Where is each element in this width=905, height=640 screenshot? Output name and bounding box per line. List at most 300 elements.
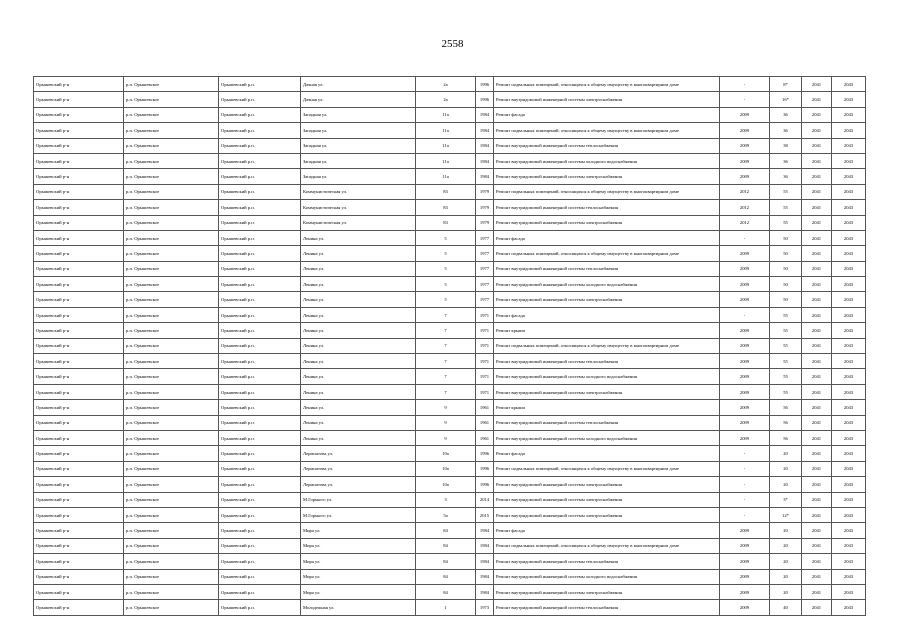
build-year-cell: 1973	[476, 600, 494, 615]
work-type-cell: Ремонт внутридомовой инженерной системы теплоснабжения	[494, 261, 720, 276]
last-repair-year-cell: 2009	[720, 323, 770, 338]
house-number-cell: 10а	[416, 477, 476, 492]
plan-end-year-cell: 2043	[832, 384, 866, 399]
plan-start-year-cell: 2041	[802, 461, 832, 476]
district-cell: Орышевский р-н	[34, 384, 124, 399]
build-year-cell: 1984	[476, 523, 494, 538]
last-repair-year-cell: 2009	[720, 430, 770, 445]
plan-end-year-cell: 2043	[832, 230, 866, 245]
district-cell: Орышевский р-н	[34, 338, 124, 353]
page-number: 2558	[441, 38, 464, 50]
settlement-cell: р.п. Орышевское	[124, 323, 219, 338]
plan-start-year-cell: 2041	[802, 415, 832, 430]
plan-start-year-cell: 2041	[802, 538, 832, 553]
house-number-cell: 5	[416, 261, 476, 276]
house-number-cell: 5	[416, 277, 476, 292]
municipality-cell: Орышевский р.п.	[219, 277, 301, 292]
work-type-cell: Ремонт подвальных помещений, относящихся к общему имуществу в многоквартирном доме	[494, 123, 720, 138]
street-cell: Ленина ул.	[301, 261, 416, 276]
street-cell: Ленина ул.	[301, 277, 416, 292]
district-cell: Орышевский р-н	[34, 415, 124, 430]
build-year-cell: 1977	[476, 277, 494, 292]
build-year-cell: 1961	[476, 430, 494, 445]
house-number-cell: 5а	[416, 507, 476, 522]
build-year-cell: 1979	[476, 200, 494, 215]
settlement-cell: р.п. Орышевское	[124, 184, 219, 199]
build-year-cell: 1971	[476, 354, 494, 369]
last-repair-year-cell: 2009	[720, 584, 770, 599]
house-number-cell: 84	[416, 569, 476, 584]
work-type-cell: Ремонт внутридомовой инженерной системы электроснабжения	[494, 169, 720, 184]
table-row	[34, 600, 866, 615]
work-type-cell: Ремонт крыши	[494, 323, 720, 338]
build-year-cell: 1971	[476, 323, 494, 338]
settlement-cell: р.п. Орышевское	[124, 215, 219, 230]
work-type-cell: Ремонт фасада	[494, 523, 720, 538]
last-repair-year-cell: 2009	[720, 107, 770, 122]
table-row	[34, 538, 866, 553]
house-number-cell: 84	[416, 554, 476, 569]
wear-percent-cell: 36	[770, 107, 802, 122]
work-type-cell: Ремонт подвальных помещений, относящихся к общему имуществу в многоквартирном доме	[494, 538, 720, 553]
district-cell: Орышевский р-н	[34, 230, 124, 245]
wear-percent-cell: 50	[770, 292, 802, 307]
street-cell: Ленина ул.	[301, 369, 416, 384]
build-year-cell: 1984	[476, 554, 494, 569]
last-repair-year-cell: 2009	[720, 523, 770, 538]
house-number-cell: 84	[416, 538, 476, 553]
settlement-cell: р.п. Орышевское	[124, 292, 219, 307]
municipality-cell: Орышевский р.п.	[219, 400, 301, 415]
wear-percent-cell: 50	[770, 246, 802, 261]
last-repair-year-cell: -	[720, 477, 770, 492]
wear-percent-cell: 36	[770, 153, 802, 168]
settlement-cell: р.п. Орышевское	[124, 523, 219, 538]
district-cell: Орышевский р-н	[34, 277, 124, 292]
plan-end-year-cell: 2043	[832, 554, 866, 569]
municipality-cell: Орышевский р.п.	[219, 461, 301, 476]
street-cell: Мира ул.	[301, 523, 416, 538]
house-number-cell: 7	[416, 384, 476, 399]
street-cell: Ленина ул.	[301, 338, 416, 353]
wear-percent-cell: 20	[770, 477, 802, 492]
table-row	[34, 323, 866, 338]
table-row	[34, 461, 866, 476]
last-repair-year-cell: 2009	[720, 153, 770, 168]
municipality-cell: Орышевский р.п.	[219, 230, 301, 245]
house-number-cell: 7	[416, 369, 476, 384]
plan-end-year-cell: 2043	[832, 246, 866, 261]
settlement-cell: р.п. Орышевское	[124, 400, 219, 415]
house-number-cell: 7	[416, 354, 476, 369]
wear-percent-cell: 55	[770, 215, 802, 230]
house-number-cell: 7	[416, 338, 476, 353]
plan-end-year-cell: 2043	[832, 77, 866, 92]
settlement-cell: р.п. Орышевское	[124, 569, 219, 584]
last-repair-year-cell: 2009	[720, 369, 770, 384]
table-row	[34, 230, 866, 245]
district-cell: Орышевский р-н	[34, 184, 124, 199]
street-cell: Западная ул.	[301, 123, 416, 138]
plan-start-year-cell: 2041	[802, 569, 832, 584]
plan-end-year-cell: 2043	[832, 323, 866, 338]
work-type-cell: Ремонт фасада	[494, 446, 720, 461]
build-year-cell: 1971	[476, 307, 494, 322]
house-number-cell: 84	[416, 584, 476, 599]
build-year-cell: 1977	[476, 246, 494, 261]
plan-end-year-cell: 2043	[832, 123, 866, 138]
street-cell: Ленина ул.	[301, 384, 416, 399]
last-repair-year-cell: 2009	[720, 292, 770, 307]
plan-start-year-cell: 2041	[802, 584, 832, 599]
street-cell: Западная ул.	[301, 138, 416, 153]
table-row	[34, 477, 866, 492]
municipality-cell: Орышевский р.п.	[219, 384, 301, 399]
build-year-cell: 1971	[476, 384, 494, 399]
plan-end-year-cell: 2043	[832, 200, 866, 215]
last-repair-year-cell: 2012	[720, 200, 770, 215]
build-year-cell: 2015	[476, 507, 494, 522]
table-row	[34, 215, 866, 230]
table-row	[34, 138, 866, 153]
settlement-cell: р.п. Орышевское	[124, 230, 219, 245]
plan-start-year-cell: 2041	[802, 261, 832, 276]
municipality-cell: Орышевский р.п.	[219, 523, 301, 538]
settlement-cell: р.п. Орышевское	[124, 384, 219, 399]
district-cell: Орышевский р-н	[34, 507, 124, 522]
municipality-cell: Орышевский р.п.	[219, 600, 301, 615]
municipality-cell: Орышевский р.п.	[219, 169, 301, 184]
municipality-cell: Орышевский р.п.	[219, 153, 301, 168]
street-cell: М.Горького ул.	[301, 492, 416, 507]
street-cell: Коммунистическая ул.	[301, 200, 416, 215]
plan-start-year-cell: 2041	[802, 138, 832, 153]
street-cell: Ленина ул.	[301, 415, 416, 430]
settlement-cell: р.п. Орышевское	[124, 477, 219, 492]
last-repair-year-cell: 2009	[720, 538, 770, 553]
build-year-cell: 1996	[476, 461, 494, 476]
build-year-cell: 1977	[476, 261, 494, 276]
plan-start-year-cell: 2041	[802, 123, 832, 138]
last-repair-year-cell: 2009	[720, 138, 770, 153]
wear-percent-cell: 56	[770, 430, 802, 445]
last-repair-year-cell: 2009	[720, 277, 770, 292]
repair-schedule-table	[33, 76, 866, 616]
wear-percent-cell: 50	[770, 230, 802, 245]
municipality-cell: Орышевский р.п.	[219, 215, 301, 230]
settlement-cell: р.п. Орышевское	[124, 153, 219, 168]
build-year-cell: 1984	[476, 138, 494, 153]
house-number-cell: 2а	[416, 92, 476, 107]
house-number-cell: 10а	[416, 446, 476, 461]
settlement-cell: р.п. Орышевское	[124, 538, 219, 553]
last-repair-year-cell: -	[720, 492, 770, 507]
house-number-cell: 9	[416, 400, 476, 415]
last-repair-year-cell: 2009	[720, 261, 770, 276]
build-year-cell: 1984	[476, 107, 494, 122]
last-repair-year-cell: -	[720, 77, 770, 92]
district-cell: Орышевский р-н	[34, 477, 124, 492]
settlement-cell: р.п. Орышевское	[124, 107, 219, 122]
street-cell: Мира ул.	[301, 569, 416, 584]
municipality-cell: Орышевский р.п.	[219, 369, 301, 384]
settlement-cell: р.п. Орышевское	[124, 507, 219, 522]
table-row	[34, 492, 866, 507]
plan-end-year-cell: 2043	[832, 507, 866, 522]
district-cell: Орышевский р-н	[34, 354, 124, 369]
settlement-cell: р.п. Орышевское	[124, 169, 219, 184]
plan-end-year-cell: 2043	[832, 600, 866, 615]
settlement-cell: р.п. Орышевское	[124, 584, 219, 599]
settlement-cell: р.п. Орышевское	[124, 554, 219, 569]
district-cell: Орышевский р-н	[34, 600, 124, 615]
street-cell: Ленина ул.	[301, 307, 416, 322]
plan-start-year-cell: 2041	[802, 554, 832, 569]
wear-percent-cell: 38	[770, 138, 802, 153]
municipality-cell: Орышевский р.п.	[219, 184, 301, 199]
plan-start-year-cell: 2041	[802, 338, 832, 353]
plan-start-year-cell: 2041	[802, 523, 832, 538]
work-type-cell: Ремонт внутридомовой инженерной системы электроснабжения	[494, 584, 720, 599]
last-repair-year-cell: -	[720, 307, 770, 322]
wear-percent-cell: 36	[770, 169, 802, 184]
municipality-cell: Орышевский р.п.	[219, 507, 301, 522]
plan-end-year-cell: 2043	[832, 307, 866, 322]
house-number-cell: 7	[416, 307, 476, 322]
settlement-cell: р.п. Орышевское	[124, 307, 219, 322]
work-type-cell: Ремонт фасада	[494, 107, 720, 122]
street-cell: Ленина ул.	[301, 246, 416, 261]
work-type-cell: Ремонт внутридомовой инженерной системы электроснабжения	[494, 292, 720, 307]
last-repair-year-cell: -	[720, 507, 770, 522]
last-repair-year-cell: 2009	[720, 338, 770, 353]
build-year-cell: 1984	[476, 169, 494, 184]
municipality-cell: Орышевский р.п.	[219, 569, 301, 584]
wear-percent-cell: 16*	[770, 92, 802, 107]
table-row	[34, 354, 866, 369]
last-repair-year-cell: 2009	[720, 415, 770, 430]
settlement-cell: р.п. Орышевское	[124, 277, 219, 292]
street-cell: М.Горького ул.	[301, 507, 416, 522]
table-row	[34, 92, 866, 107]
plan-start-year-cell: 2041	[802, 400, 832, 415]
work-type-cell: Ремонт внутридомовой инженерной системы электроснабжения	[494, 492, 720, 507]
table-body	[34, 77, 866, 616]
street-cell: Молодежная ул.	[301, 600, 416, 615]
street-cell: Ленина ул.	[301, 400, 416, 415]
plan-end-year-cell: 2043	[832, 523, 866, 538]
build-year-cell: 1984	[476, 569, 494, 584]
work-type-cell: Ремонт внутридомовой инженерной системы теплоснабжения	[494, 354, 720, 369]
plan-start-year-cell: 2041	[802, 600, 832, 615]
wear-percent-cell: 8*	[770, 77, 802, 92]
table-row	[34, 584, 866, 599]
table-row	[34, 446, 866, 461]
street-cell: Мира ул.	[301, 538, 416, 553]
work-type-cell: Ремонт фасада	[494, 307, 720, 322]
settlement-cell: р.п. Орышевское	[124, 446, 219, 461]
work-type-cell: Ремонт фасада	[494, 230, 720, 245]
plan-end-year-cell: 2043	[832, 584, 866, 599]
house-number-cell: 83	[416, 200, 476, 215]
district-cell: Орышевский р-н	[34, 215, 124, 230]
table-row	[34, 184, 866, 199]
municipality-cell: Орышевский р.п.	[219, 123, 301, 138]
district-cell: Орышевский р-н	[34, 246, 124, 261]
plan-end-year-cell: 2043	[832, 277, 866, 292]
house-number-cell: 11а	[416, 169, 476, 184]
municipality-cell: Орышевский р.п.	[219, 292, 301, 307]
district-cell: Орышевский р-н	[34, 200, 124, 215]
work-type-cell: Ремонт внутридомовой инженерной системы холодного водоснабжения	[494, 153, 720, 168]
wear-percent-cell: 40	[770, 600, 802, 615]
work-type-cell: Ремонт подвальных помещений, относящихся к общему имуществу в многоквартирном доме	[494, 77, 720, 92]
wear-percent-cell: 36	[770, 123, 802, 138]
work-type-cell: Ремонт внутридомовой инженерной системы теплоснабжения	[494, 554, 720, 569]
last-repair-year-cell: 2012	[720, 215, 770, 230]
house-number-cell: 11а	[416, 138, 476, 153]
plan-start-year-cell: 2041	[802, 200, 832, 215]
work-type-cell: Ремонт внутридомовой инженерной системы теплоснабжения	[494, 200, 720, 215]
house-number-cell: 3	[416, 492, 476, 507]
last-repair-year-cell: -	[720, 92, 770, 107]
district-cell: Орышевский р-н	[34, 369, 124, 384]
plan-start-year-cell: 2041	[802, 384, 832, 399]
house-number-cell: 7	[416, 323, 476, 338]
plan-end-year-cell: 2043	[832, 184, 866, 199]
municipality-cell: Орышевский р.п.	[219, 430, 301, 445]
build-year-cell: 1996	[476, 92, 494, 107]
house-number-cell: 83	[416, 184, 476, 199]
plan-start-year-cell: 2041	[802, 169, 832, 184]
table-row	[34, 507, 866, 522]
table-row	[34, 415, 866, 430]
table-row	[34, 246, 866, 261]
district-cell: Орышевский р-н	[34, 584, 124, 599]
municipality-cell: Орышевский р.п.	[219, 338, 301, 353]
last-repair-year-cell: 2009	[720, 600, 770, 615]
street-cell: Западная ул.	[301, 169, 416, 184]
settlement-cell: р.п. Орышевское	[124, 338, 219, 353]
municipality-cell: Орышевский р.п.	[219, 107, 301, 122]
last-repair-year-cell: 2009	[720, 569, 770, 584]
plan-start-year-cell: 2041	[802, 354, 832, 369]
plan-end-year-cell: 2043	[832, 492, 866, 507]
house-number-cell: 5	[416, 292, 476, 307]
work-type-cell: Ремонт подвальных помещений, относящихся к общему имуществу в многоквартирном доме	[494, 184, 720, 199]
settlement-cell: р.п. Орышевское	[124, 492, 219, 507]
table-row	[34, 554, 866, 569]
street-cell: Мира ул.	[301, 584, 416, 599]
wear-percent-cell: 55	[770, 323, 802, 338]
settlement-cell: р.п. Орышевское	[124, 77, 219, 92]
settlement-cell: р.п. Орышевское	[124, 138, 219, 153]
plan-end-year-cell: 2043	[832, 400, 866, 415]
settlement-cell: р.п. Орышевское	[124, 430, 219, 445]
plan-end-year-cell: 2043	[832, 461, 866, 476]
table-row	[34, 307, 866, 322]
street-cell: Ленина ул.	[301, 292, 416, 307]
district-cell: Орышевский р-н	[34, 292, 124, 307]
district-cell: Орышевский р-н	[34, 138, 124, 153]
street-cell: Коммунистическая ул.	[301, 184, 416, 199]
street-cell: Мира ул.	[301, 554, 416, 569]
settlement-cell: р.п. Орышевское	[124, 261, 219, 276]
wear-percent-cell: 20	[770, 569, 802, 584]
street-cell: Ленина ул.	[301, 430, 416, 445]
municipality-cell: Орышевский р.п.	[219, 246, 301, 261]
wear-percent-cell: 56	[770, 400, 802, 415]
table-row	[34, 400, 866, 415]
plan-end-year-cell: 2043	[832, 569, 866, 584]
settlement-cell: р.п. Орышевское	[124, 415, 219, 430]
build-year-cell: 1961	[476, 415, 494, 430]
work-type-cell: Ремонт внутридомовой инженерной системы электроснабжения	[494, 477, 720, 492]
district-cell: Орышевский р-н	[34, 92, 124, 107]
last-repair-year-cell: -	[720, 230, 770, 245]
last-repair-year-cell: 2009	[720, 400, 770, 415]
street-cell: Ленина ул.	[301, 230, 416, 245]
wear-percent-cell: 55	[770, 369, 802, 384]
wear-percent-cell: 20	[770, 584, 802, 599]
street-cell: Лермонтова ул.	[301, 477, 416, 492]
plan-end-year-cell: 2043	[832, 92, 866, 107]
settlement-cell: р.п. Орышевское	[124, 92, 219, 107]
work-type-cell: Ремонт подвальных помещений, относящихся к общему имуществу в многоквартирном доме	[494, 246, 720, 261]
last-repair-year-cell: -	[720, 461, 770, 476]
street-cell: Дачная ул.	[301, 77, 416, 92]
build-year-cell: 1961	[476, 400, 494, 415]
plan-end-year-cell: 2043	[832, 369, 866, 384]
municipality-cell: Орышевский р.п.	[219, 323, 301, 338]
build-year-cell: 1984	[476, 153, 494, 168]
plan-start-year-cell: 2041	[802, 92, 832, 107]
plan-start-year-cell: 2041	[802, 307, 832, 322]
plan-end-year-cell: 2043	[832, 354, 866, 369]
house-number-cell: 2а	[416, 77, 476, 92]
plan-end-year-cell: 2043	[832, 538, 866, 553]
plan-end-year-cell: 2043	[832, 430, 866, 445]
build-year-cell: 1984	[476, 584, 494, 599]
settlement-cell: р.п. Орышевское	[124, 123, 219, 138]
last-repair-year-cell: 2009	[720, 384, 770, 399]
plan-start-year-cell: 2041	[802, 292, 832, 307]
district-cell: Орышевский р-н	[34, 430, 124, 445]
work-type-cell: Ремонт внутридомовой инженерной системы холодного водоснабжения	[494, 369, 720, 384]
wear-percent-cell: 55	[770, 354, 802, 369]
table-row	[34, 77, 866, 92]
house-number-cell: 11а	[416, 153, 476, 168]
wear-percent-cell: 55	[770, 200, 802, 215]
table-row	[34, 200, 866, 215]
municipality-cell: Орышевский р.п.	[219, 354, 301, 369]
district-cell: Орышевский р-н	[34, 523, 124, 538]
build-year-cell: 1977	[476, 292, 494, 307]
build-year-cell: 1971	[476, 369, 494, 384]
last-repair-year-cell: 2012	[720, 184, 770, 199]
district-cell: Орышевский р-н	[34, 492, 124, 507]
house-number-cell: 83	[416, 215, 476, 230]
district-cell: Орышевский р-н	[34, 169, 124, 184]
wear-percent-cell: 55	[770, 307, 802, 322]
street-cell: Лермонтова ул.	[301, 461, 416, 476]
last-repair-year-cell: 2009	[720, 354, 770, 369]
wear-percent-cell: 50	[770, 277, 802, 292]
wear-percent-cell: 56	[770, 415, 802, 430]
work-type-cell: Ремонт внутридомовой инженерной системы теплоснабжения	[494, 415, 720, 430]
plan-start-year-cell: 2041	[802, 153, 832, 168]
plan-start-year-cell: 2041	[802, 430, 832, 445]
